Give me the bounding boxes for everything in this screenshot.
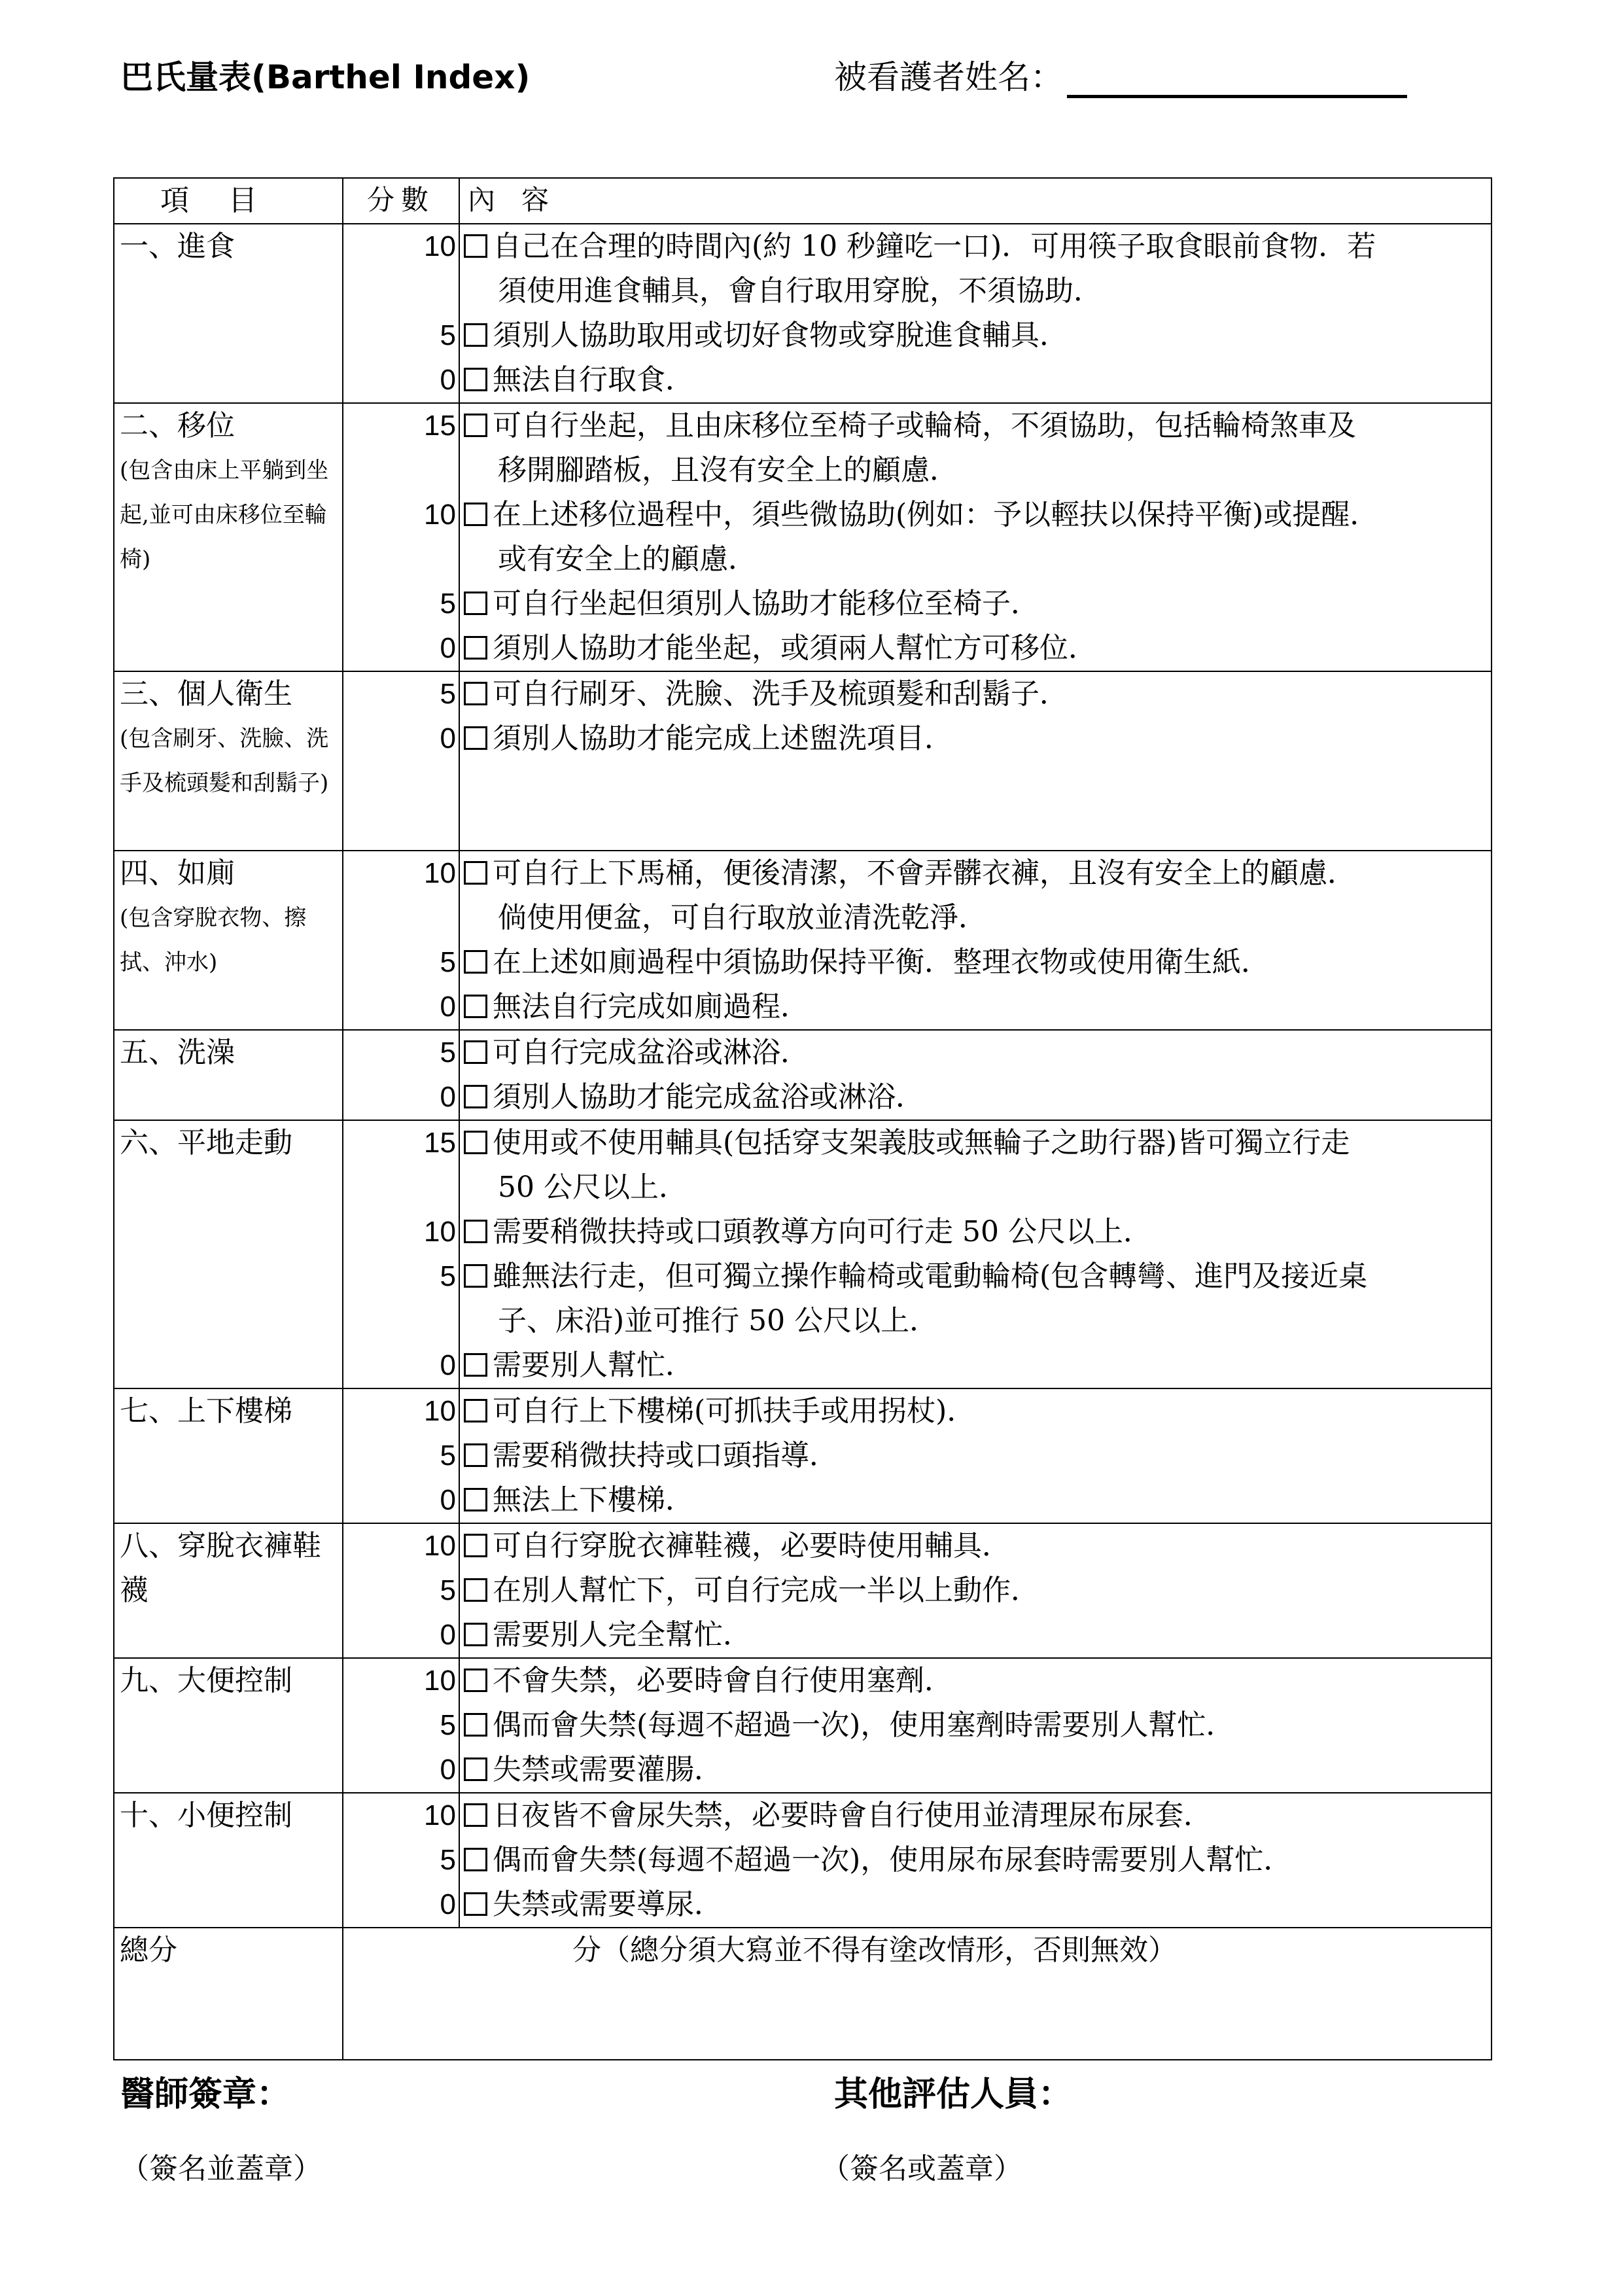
- checkbox[interactable]: [464, 1488, 487, 1511]
- option-text: 可自行坐起但須別人協助才能移位至椅子．: [493, 587, 1039, 620]
- item-subtitle: (包含刷牙、洗臉、洗手及梳頭髮和刮鬍子): [120, 726, 329, 796]
- option-line: [460, 1478, 1491, 1523]
- score-value: 5: [440, 588, 456, 620]
- barthel-table: [113, 177, 1492, 2060]
- option-line: [460, 448, 1491, 493]
- score-value: 0: [440, 991, 456, 1023]
- table-row: [114, 1523, 1492, 1658]
- score-cell: [343, 1658, 459, 1793]
- patient-name-label: 被看護者姓名：: [834, 58, 1063, 96]
- checkbox[interactable]: [464, 1353, 487, 1377]
- document-title: 巴氏量表(Barthel Index): [120, 58, 531, 96]
- checkbox[interactable]: [464, 1085, 487, 1108]
- other-assessor-note: （簽名或蓋章）: [821, 2152, 1022, 2185]
- item-label: 四、如廁: [120, 857, 235, 890]
- item-cell: [114, 1388, 343, 1523]
- option-line: [460, 672, 1491, 716]
- table-row: [114, 1658, 1492, 1793]
- option-line: [460, 1075, 1491, 1120]
- checkbox[interactable]: [464, 1892, 487, 1916]
- option-line: [460, 493, 1491, 537]
- score-value: [343, 896, 459, 940]
- item-cell: [114, 403, 343, 671]
- option-text: 無法自行取食．: [493, 363, 694, 397]
- item-subtitle: (包含由床上平躺到坐起,並可由床移位至輪椅): [120, 457, 329, 573]
- option-text: 無法自行完成如廁過程．: [493, 990, 809, 1023]
- option-text: 須別人協助取用或切好食物或穿脫進食輔具．: [493, 319, 1068, 352]
- score-value: 5: [440, 1574, 456, 1606]
- option-text: 須使用進食輔具，會自行取用穿脫，不須協助．: [498, 274, 1102, 308]
- item-label: 十、小便控制: [120, 1799, 292, 1832]
- option-text: 在上述移位過程中，須些微協助(例如：予以輕扶以保持平衡)或提醒．: [493, 498, 1379, 531]
- option-line: [460, 761, 1491, 805]
- checkbox[interactable]: [464, 950, 487, 974]
- score-value: 0: [440, 722, 456, 754]
- option-text: 可自行坐起，且由床移位至椅子或輪椅，不須協助，包括輪椅煞車及: [493, 409, 1356, 442]
- option-line: [460, 626, 1491, 671]
- option-line: [460, 358, 1491, 402]
- checkbox[interactable]: [464, 1623, 487, 1646]
- option-line: [460, 537, 1491, 582]
- checkbox[interactable]: [464, 1443, 487, 1467]
- table-row: [114, 851, 1492, 1030]
- content-cell: [459, 1030, 1492, 1120]
- score-value: 5: [440, 678, 456, 710]
- option-text: 無法上下樓梯．: [493, 1483, 694, 1517]
- option-text: 須別人協助才能完成上述盥洗項目．: [493, 722, 953, 755]
- checkbox[interactable]: [464, 1669, 487, 1692]
- score-value: 10: [424, 1799, 456, 1831]
- patient-name-field: [834, 51, 1407, 98]
- option-line: [460, 1343, 1491, 1388]
- option-text: 50 公尺以上．: [498, 1171, 688, 1204]
- item-label: 五、洗澡: [120, 1036, 235, 1069]
- score-value: [343, 1299, 459, 1343]
- checkbox[interactable]: [464, 1848, 487, 1871]
- total-field[interactable]: [343, 1928, 1492, 2060]
- option-line: [460, 851, 1491, 896]
- option-line: [460, 1882, 1491, 1927]
- checkbox[interactable]: [464, 861, 487, 885]
- option-line: [460, 1703, 1491, 1748]
- content-cell: [459, 1658, 1492, 1793]
- table-row: [114, 1120, 1492, 1388]
- score-value: 5: [440, 1844, 456, 1876]
- item-cell: [114, 671, 343, 851]
- checkbox[interactable]: [464, 1220, 487, 1243]
- item-cell: [114, 1030, 343, 1120]
- score-value: 15: [424, 1127, 456, 1159]
- total-row: [114, 1928, 1492, 2060]
- option-text: 須別人協助才能坐起，或須兩人幫忙方可移位．: [493, 631, 1097, 665]
- content-cell: [459, 671, 1492, 851]
- option-text: 需要別人完全幫忙．: [493, 1618, 752, 1651]
- score-value: 5: [440, 1709, 456, 1741]
- option-text: 在上述如廁過程中須協助保持平衡．整理衣物或使用衛生紙．: [493, 945, 1270, 979]
- option-text: 子、床沿)並可推行 50 公尺以上．: [498, 1304, 939, 1337]
- score-cell: [343, 1388, 459, 1523]
- item-label: 三、個人衛生: [120, 677, 292, 711]
- option-line: [460, 1299, 1491, 1343]
- option-line: [460, 1254, 1491, 1299]
- checkbox[interactable]: [464, 1757, 487, 1781]
- score-value: 10: [424, 499, 456, 531]
- score-cell: [343, 1120, 459, 1388]
- score-value: 10: [424, 1665, 456, 1697]
- checkbox[interactable]: [464, 1399, 487, 1422]
- content-cell: [459, 851, 1492, 1030]
- option-line: [460, 1793, 1491, 1838]
- option-line: [460, 582, 1491, 626]
- score-value: 0: [440, 364, 456, 396]
- score-value: [343, 537, 459, 582]
- option-text: 可自行穿脫衣褲鞋襪，必要時使用輔具．: [493, 1529, 1011, 1563]
- total-label: 總分: [114, 1928, 343, 2060]
- option-line: [460, 1121, 1491, 1165]
- content-cell: [459, 1793, 1492, 1928]
- content-cell: [459, 403, 1492, 671]
- checkbox[interactable]: [464, 1713, 487, 1737]
- item-label: 六、平地走動: [120, 1126, 292, 1159]
- option-line: [460, 1568, 1491, 1613]
- checkbox[interactable]: [464, 1040, 487, 1064]
- option-line: [460, 805, 1491, 850]
- checkbox[interactable]: [464, 726, 487, 750]
- option-text: 失禁或需要導尿．: [493, 1888, 723, 1921]
- option-line: [460, 1165, 1491, 1210]
- option-text: 不會失禁，必要時會自行使用塞劑．: [493, 1664, 953, 1697]
- table-row: [114, 1030, 1492, 1120]
- header-content: 內容: [459, 178, 1492, 224]
- option-line: [460, 1659, 1491, 1703]
- item-cell: [114, 1658, 343, 1793]
- table-row: [114, 224, 1492, 403]
- option-text: 需要稍微扶持或口頭教導方向可行走 50 公尺以上．: [493, 1215, 1152, 1248]
- score-cell: [343, 403, 459, 671]
- checkbox[interactable]: [464, 1264, 487, 1288]
- option-text: 可自行上下馬桶，便後清潔，不會弄髒衣褲，且沒有安全上的顧慮．: [493, 857, 1356, 890]
- option-text: 偶而會失禁(每週不超過一次)，使用塞劑時需要別人幫忙．: [493, 1708, 1235, 1742]
- option-line: [460, 269, 1491, 313]
- option-text: 移開腳踏板，且沒有安全上的顧慮．: [498, 453, 958, 487]
- score-cell: [343, 671, 459, 851]
- score-value: 10: [424, 857, 456, 889]
- checkbox[interactable]: [464, 414, 487, 437]
- option-text: 雖無法行走，但可獨立操作輪椅或電動輪椅(包含轉彎、進門及接近桌: [493, 1260, 1368, 1293]
- option-text: 失禁或需要灌腸．: [493, 1753, 723, 1786]
- option-text: 自己在合理的時間內(約 10 秒鐘吃一口)．可用筷子取食眼前食物．若: [493, 230, 1376, 263]
- table-row: [114, 1793, 1492, 1928]
- option-text: 或有安全上的顧慮．: [498, 542, 757, 576]
- option-line: [460, 985, 1491, 1029]
- checkbox[interactable]: [464, 592, 487, 615]
- option-line: [460, 1031, 1491, 1075]
- checkbox[interactable]: [464, 323, 487, 347]
- score-value: 5: [440, 319, 456, 351]
- score-value: [343, 1165, 459, 1210]
- table-row: [114, 403, 1492, 671]
- option-text: 偶而會失禁(每週不超過一次)，使用尿布尿套時需要別人幫忙．: [493, 1843, 1293, 1877]
- table-row: [114, 1388, 1492, 1523]
- header-score: 分數: [343, 178, 459, 224]
- score-cell: [343, 1793, 459, 1928]
- score-cell: [343, 224, 459, 403]
- option-text: 日夜皆不會尿失禁，必要時會自行使用並清理尿布尿套．: [493, 1799, 1212, 1832]
- option-text: 使用或不使用輔具(包括穿支架義肢或無輪子之助行器)皆可獨立行走: [493, 1126, 1350, 1159]
- score-value: [343, 269, 459, 313]
- table-header-row: [114, 178, 1492, 224]
- option-text: 需要稍微扶持或口頭指導．: [493, 1439, 838, 1472]
- score-value: 0: [440, 1081, 456, 1113]
- score-cell: [343, 1523, 459, 1658]
- option-text: 可自行完成盆浴或淋浴．: [493, 1036, 809, 1069]
- score-value: 10: [424, 230, 456, 262]
- checkbox[interactable]: [464, 1534, 487, 1557]
- score-value: 10: [424, 1395, 456, 1427]
- option-line: [460, 1434, 1491, 1478]
- option-line: [460, 1210, 1491, 1254]
- doctor-signature-note: （簽名並蓋章）: [120, 2152, 322, 2185]
- other-assessor-label: 其他評估人員：: [834, 2075, 1073, 2114]
- option-line: [460, 404, 1491, 448]
- item-subtitle: (包含穿脫衣物、擦拭、沖水): [120, 905, 307, 976]
- patient-name-blank[interactable]: [1067, 57, 1407, 98]
- content-cell: [459, 1120, 1492, 1388]
- score-value: 0: [440, 632, 456, 664]
- score-value: 15: [424, 410, 456, 442]
- option-line: [460, 313, 1491, 358]
- checkbox[interactable]: [464, 1803, 487, 1827]
- score-value: 0: [440, 1484, 456, 1516]
- item-cell: [114, 1120, 343, 1388]
- option-line: [460, 1838, 1491, 1882]
- checkbox[interactable]: [464, 503, 487, 526]
- score-value: 0: [440, 1619, 456, 1651]
- score-value: 5: [440, 1439, 456, 1472]
- checkbox[interactable]: [464, 1131, 487, 1154]
- checkbox[interactable]: [464, 995, 487, 1018]
- option-line: [460, 716, 1491, 761]
- option-line: [460, 940, 1491, 985]
- content-cell: [459, 1523, 1492, 1658]
- score-value: [343, 805, 459, 850]
- option-text: 需要別人幫忙．: [493, 1349, 694, 1382]
- score-cell: [343, 851, 459, 1030]
- option-text: 倘使用便盆，可自行取放並清洗乾淨．: [498, 901, 987, 934]
- option-text: 可自行刷牙、洗臉、洗手及梳頭髮和刮鬍子．: [493, 677, 1068, 711]
- option-text: 須別人協助才能完成盆浴或淋浴．: [493, 1080, 924, 1114]
- score-value: 10: [424, 1216, 456, 1248]
- score-value: 0: [440, 1349, 456, 1381]
- item-cell: [114, 1523, 343, 1658]
- score-cell: [343, 1030, 459, 1120]
- header-item: 項目: [114, 178, 343, 224]
- content-cell: [459, 1388, 1492, 1523]
- option-line: [460, 896, 1491, 940]
- option-line: [460, 1748, 1491, 1792]
- score-value: 0: [440, 1888, 456, 1920]
- item-cell: [114, 224, 343, 403]
- item-label: 八、穿脫衣褲鞋襪: [120, 1529, 321, 1607]
- item-label: 七、上下樓梯: [120, 1394, 292, 1428]
- doctor-signature-label: 醫師簽章：: [120, 2075, 291, 2114]
- score-value: 10: [424, 1530, 456, 1562]
- item-label: 九、大便控制: [120, 1664, 292, 1697]
- checkbox[interactable]: [464, 682, 487, 705]
- score-value: 5: [440, 1036, 456, 1069]
- option-text: 在別人幫忙下，可自行完成一半以上動作．: [493, 1574, 1039, 1607]
- checkbox[interactable]: [464, 234, 487, 258]
- item-cell: [114, 1793, 343, 1928]
- option-text: 可自行上下樓梯(可抓扶手或用拐杖)．: [493, 1394, 976, 1428]
- item-cell: [114, 851, 343, 1030]
- score-value: 5: [440, 946, 456, 978]
- content-cell: [459, 224, 1492, 403]
- score-value: 0: [440, 1754, 456, 1786]
- total-instruction: 分（總分須大寫並不得有塗改情形，否則無效）: [572, 1934, 1177, 1967]
- item-label: 二、移位: [120, 409, 235, 442]
- item-label: 一、進食: [120, 230, 235, 263]
- table-row: [114, 671, 1492, 851]
- score-value: [343, 761, 459, 805]
- option-line: [460, 1613, 1491, 1657]
- option-line: [460, 224, 1491, 269]
- score-value: [343, 448, 459, 493]
- score-value: 5: [440, 1260, 456, 1292]
- option-line: [460, 1524, 1491, 1568]
- option-line: [460, 1389, 1491, 1434]
- checkbox[interactable]: [464, 1578, 487, 1602]
- checkbox[interactable]: [464, 368, 487, 391]
- checkbox[interactable]: [464, 636, 487, 660]
